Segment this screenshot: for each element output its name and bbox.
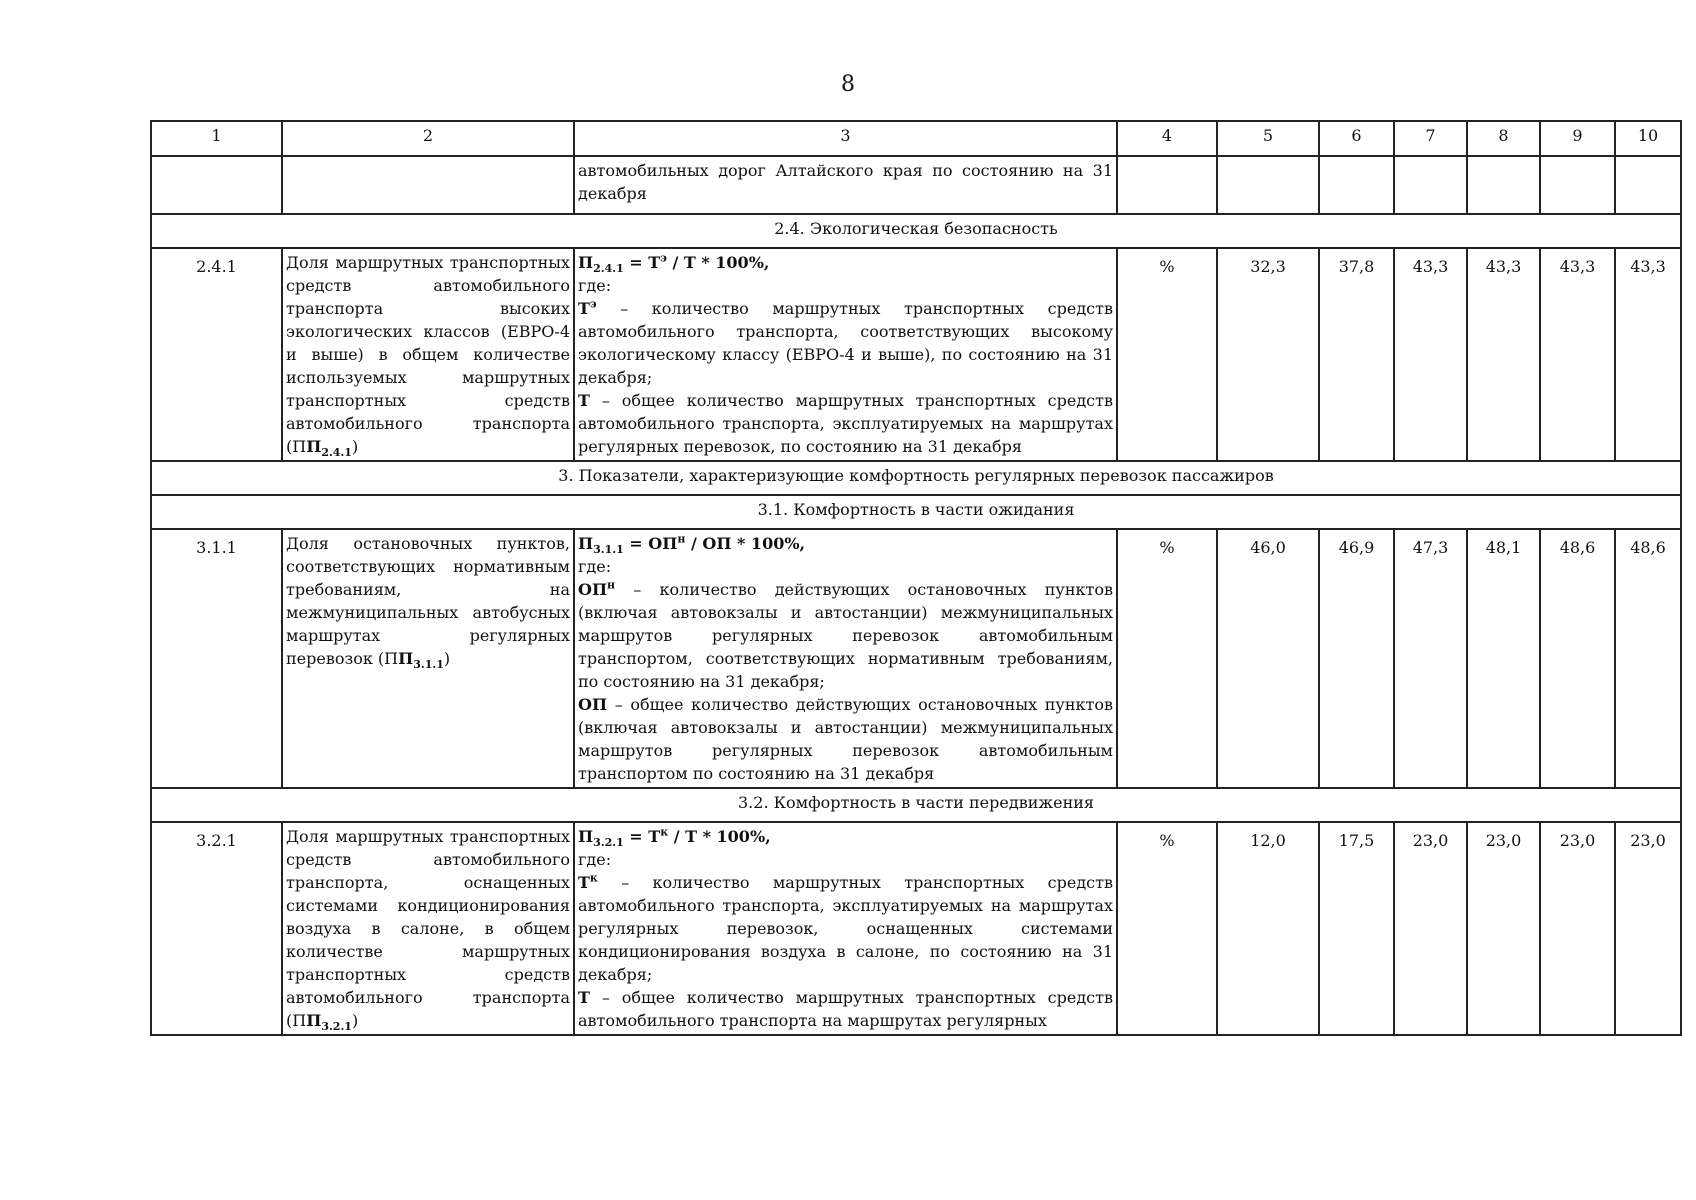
value-cell: 48,6: [1540, 529, 1615, 788]
formula-line: $П_{3.2.1} = Т^к / Т * 100\%$,: [578, 825, 771, 850]
column-header: 3: [574, 121, 1117, 156]
formula-line: $П_{2.4.1} = Т^э / Т * 100\%$,: [578, 251, 770, 276]
section-row: [151, 788, 1681, 822]
value-cell: 23,0: [1394, 822, 1467, 1035]
unit-cell: %: [1117, 248, 1217, 461]
value-cell: 46,0: [1217, 529, 1319, 788]
value-cell: 23,0: [1615, 822, 1681, 1035]
empty-cell: [1615, 156, 1681, 214]
section-heading: 3. Показатели, характеризующие комфортность регулярных перевозок пассажиров: [151, 461, 1681, 495]
value-cell: 23,0: [1540, 822, 1615, 1035]
indicator-name: Доля маршрутных транспортных средств автомобильного транспорта высоких экологических классов (ЕВРО-4 и выше) в общем количестве используемых маршрутных транспортных средств автомобильного транспорта $(ПП_{2.4.1})$: [282, 248, 574, 461]
value-cell: 46,9: [1319, 529, 1394, 788]
indicator-formula: $П_{3.2.1} = Т^к / Т * 100\%$, где: $Т^к$ – количество маршрутных транспортных средств автомобильного транспорта, эксплуатируемых на маршрутах регулярных перевозок, оснащенных системами кондиционирования воздуха в салоне, по состоянию на 31 декабря; Т – общее количество маршрутных транспортных средств автомобильного транспорта на маршрутах регулярных: [574, 822, 1117, 1035]
column-header: 9: [1540, 121, 1615, 156]
value-cell: 32,3: [1217, 248, 1319, 461]
section-heading: 2.4. Экологическая безопасность: [151, 214, 1681, 248]
column-header: 2: [282, 121, 574, 156]
empty-cell: [1319, 156, 1394, 214]
value-cell: 43,3: [1394, 248, 1467, 461]
empty-cell: [282, 156, 574, 214]
empty-cell: [1217, 156, 1319, 214]
column-header: 7: [1394, 121, 1467, 156]
empty-cell: [1467, 156, 1540, 214]
section-heading: 3.2. Комфортность в части передвижения: [151, 788, 1681, 822]
page-number: 8: [841, 72, 855, 97]
column-header: 5: [1217, 121, 1319, 156]
value-cell: 23,0: [1467, 822, 1540, 1035]
value-cell: 48,6: [1615, 529, 1681, 788]
column-header: 8: [1467, 121, 1540, 156]
continuation-text: автомобильных дорог Алтайского края по состоянию на 31 декабря: [574, 156, 1117, 214]
indicators-table: [150, 120, 1682, 1036]
indicator-name: Доля маршрутных транспортных средств автомобильного транспорта, оснащенных системами кондиционирования воздуха в салоне, в общем количестве маршрутных транспортных средств автомобильного транспорта $(ПП_{3.2.1})$: [282, 822, 574, 1035]
column-header: 6: [1319, 121, 1394, 156]
indicator-number: 2.4.1: [151, 248, 282, 461]
column-header: 10: [1615, 121, 1681, 156]
empty-cell: [1540, 156, 1615, 214]
indicator-number: 3.2.1: [151, 822, 282, 1035]
empty-cell: [1117, 156, 1217, 214]
indicator-name: Доля остановочных пунктов, соответствующих нормативным требованиям, на межмуниципальных автобусных маршрутах регулярных перевозок $(ПП_{3.1.1})$: [282, 529, 574, 788]
continuation-row: [151, 156, 1681, 214]
section-row: [151, 461, 1681, 495]
table-row: [151, 529, 1681, 788]
value-cell: 37,8: [1319, 248, 1394, 461]
value-cell: 43,3: [1540, 248, 1615, 461]
value-cell: 17,5: [1319, 822, 1394, 1035]
value-cell: 12,0: [1217, 822, 1319, 1035]
empty-cell: [1394, 156, 1467, 214]
section-heading: 3.1. Комфортность в части ожидания: [151, 495, 1681, 529]
value-cell: 48,1: [1467, 529, 1540, 788]
column-header-row: [151, 121, 1681, 156]
table-row: [151, 822, 1681, 1035]
table-row: [151, 248, 1681, 461]
value-cell: 43,3: [1467, 248, 1540, 461]
empty-cell: [151, 156, 282, 214]
unit-cell: %: [1117, 822, 1217, 1035]
indicator-number: 3.1.1: [151, 529, 282, 788]
unit-cell: %: [1117, 529, 1217, 788]
value-cell: 43,3: [1615, 248, 1681, 461]
column-header: 4: [1117, 121, 1217, 156]
section-row: [151, 214, 1681, 248]
column-header: 1: [151, 121, 282, 156]
indicator-formula: $П_{3.1.1} = ОП^н$ / ОП * 100%, где: $ОП^н$ – количество действующих остановочных пунктов (включая автовокзалы и автостанции) межмуниципальных маршрутов регулярных перевозок автомобильным транспортом, соответствующих нормативным требованиям, по состоянию на 31 декабря; ОП – общее количество действующих остановочных пунктов (включая автовокзалы и автостанции) межмуниципальных маршрутов регулярных перевозок автомобильным транспортом по состоянию на 31 декабря: [574, 529, 1117, 788]
section-row: [151, 495, 1681, 529]
indicator-formula: $П_{2.4.1} = Т^э / Т * 100\%$, где: $Т^э$ – количество маршрутных транспортных средств автомобильного транспорта, соответствующих высокому экологическому классу (ЕВРО-4 и выше), по состоянию на 31 декабря; Т – общее количество маршрутных транспортных средств автомобильного транспорта, эксплуатируемых на маршрутах регулярных перевозок, по состоянию на 31 декабря: [574, 248, 1117, 461]
value-cell: 47,3: [1394, 529, 1467, 788]
formula-line: $П_{3.1.1} = ОП^н$ / ОП * 100%,: [578, 532, 806, 557]
